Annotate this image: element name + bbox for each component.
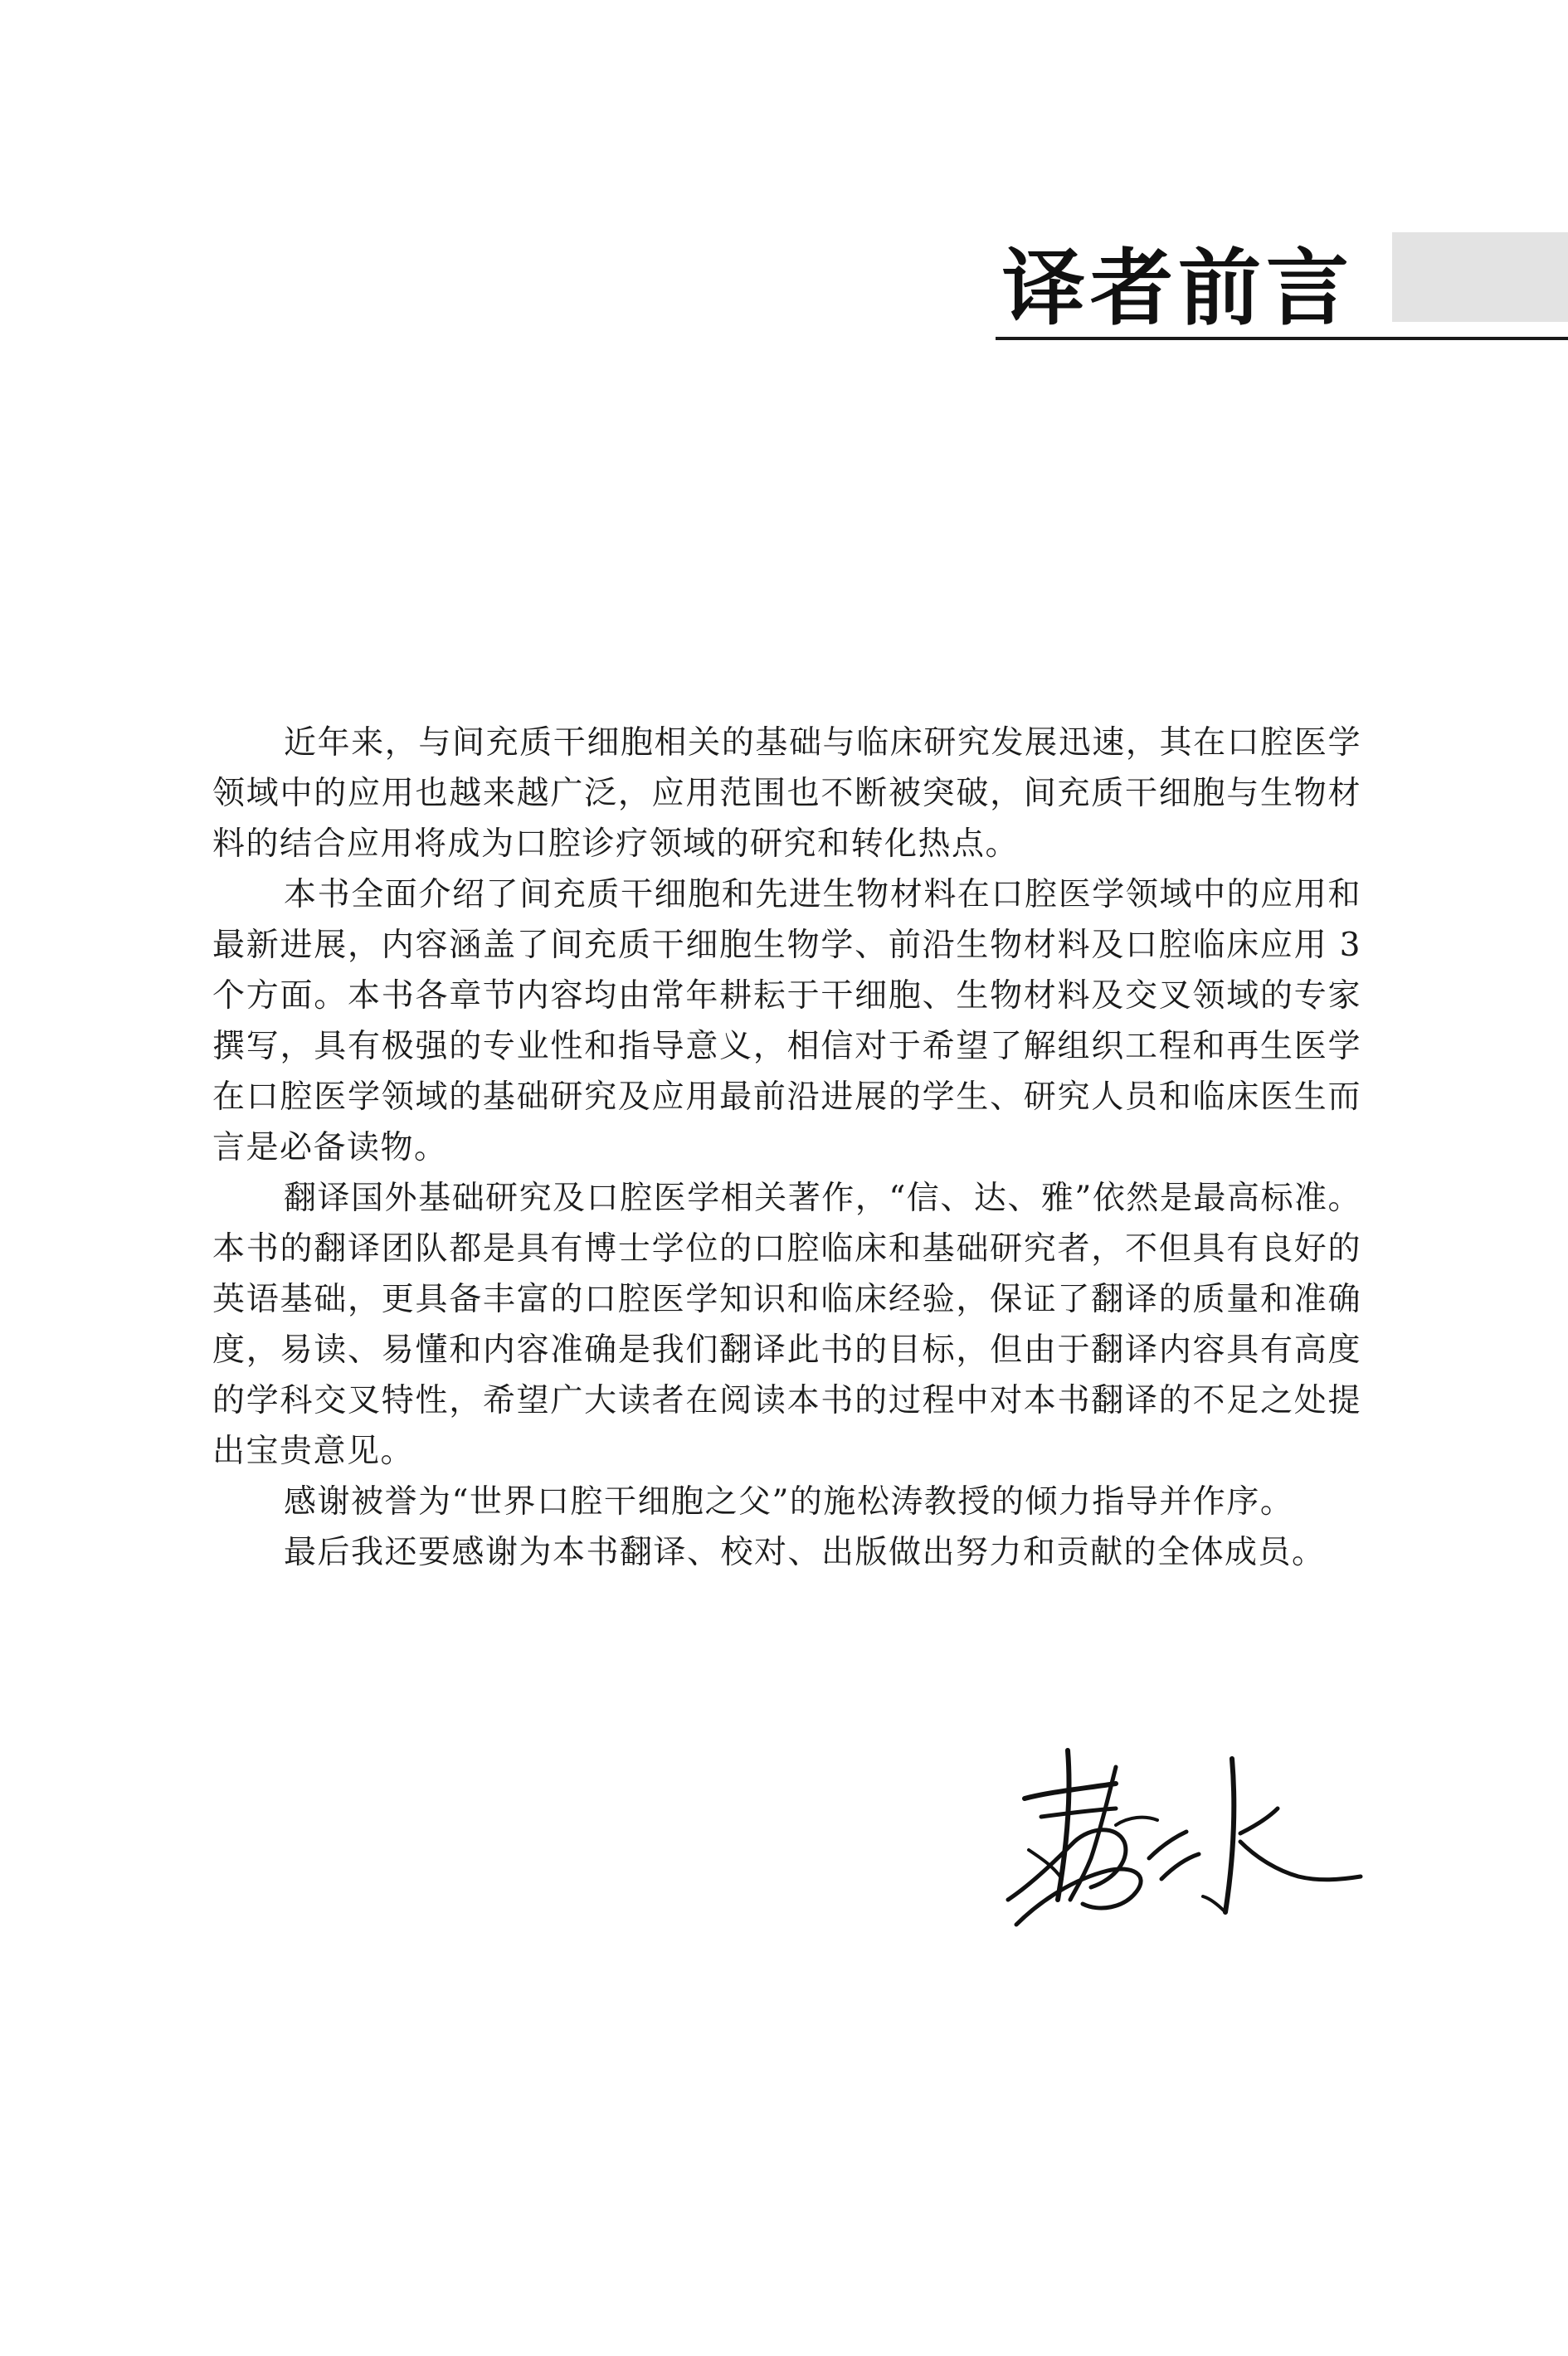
handwritten-signature [991, 1734, 1373, 1941]
title-underline [996, 337, 1568, 340]
page-title: 译者前言 [1002, 240, 1354, 337]
paragraph-thanks-team: 最后我还要感谢为本书翻译、校对、出版做出努力和贡献的全体成员。 [284, 1534, 1326, 1571]
title-tab-decoration [1392, 232, 1568, 322]
signature-icon [991, 1734, 1373, 1941]
title-block [996, 232, 1568, 344]
paragraph-book-overview: 本书全面介绍了间充质干细胞和先进生物材料在口腔医学领域中的应用和最新进展，内容涵盖了间充质干细胞生物学、前沿生物材料及口腔临床应用 3 个方面。本书各章节内容均由常年耕耘于干细胞、生物材料及交叉领域的专家撰写，具有极强的专业性和指导意义，相信对于希望了解组织工程和再生医学在口腔医学领域的基础研究及应用最前沿进展的学生、研究人员和临床医生而言是必备读物。 [212, 876, 1361, 1166]
preface-body [212, 718, 1361, 1578]
paragraph-thanks-advisor: 感谢被誉为“世界口腔干细胞之父”的施松涛教授的倾力指导并作序。 [284, 1483, 1294, 1521]
paragraph-translation: 翻译国外基础研究及口腔医学相关著作，“信、达、雅”依然是最高标准。本书的翻译团队都是具有博士学位的口腔临床和基础研究者，不但具有良好的英语基础，更具备丰富的口腔医学知识和临床经验，保证了翻译的质量和准确度，易读、易懂和内容准确是我们翻译此书的目标，但由于翻译内容具有高度的学科交叉特性，希望广大读者在阅读本书的过程中对本书翻译的不足之处提出宝贵意见。 [212, 1180, 1361, 1470]
paragraph-intro: 近年来，与间充质干细胞相关的基础与临床研究发展迅速，其在口腔医学领域中的应用也越来越广泛，应用范围也不断被突破，间充质干细胞与生物材料的结合应用将成为口腔诊疗领域的研究和转化热点。 [212, 724, 1361, 863]
